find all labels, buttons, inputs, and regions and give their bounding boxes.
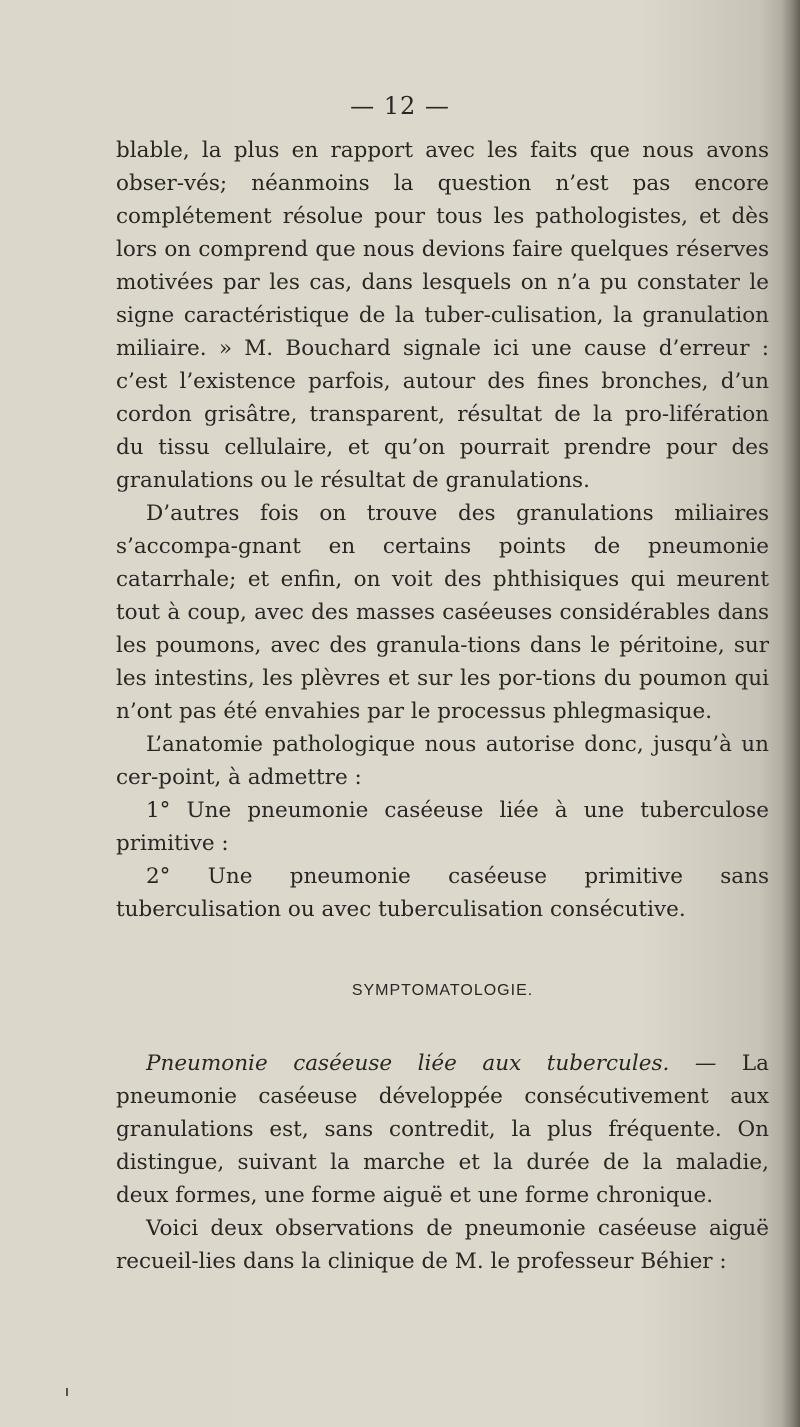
paragraph-4 — [116, 1047, 769, 1212]
paragraph-4-rest: — La pneumonie caséeuse développée consécutivement aux granulations est, sans contredit, la plus fréquente. On distingue, suivant la marche et la durée de la maladie, deux formes, une forme aiguë et une forme chronique. — [116, 1051, 770, 1208]
page-number: — 12 — — [350, 92, 450, 120]
section-title: SYMPTOMATOLOGIE. — [351, 982, 534, 999]
paragraph-5: Voici deux observations de pneumonie caséeuse aiguë recueil-lies dans la clinique de M. le professeur Béhier : — [116, 1216, 769, 1274]
list-item-2: 2° Une pneumonie caséeuse primitive sans tuberculisation ou avec tuberculisation consécutive. — [116, 864, 769, 922]
paragraph-3: L’anatomie pathologique nous autorise donc, jusqu’à un cer-point, à admettre : — [116, 732, 769, 790]
paragraph-1: blable, la plus en rapport avec les faits que nous avons obser-vés; néanmoins la question n’est pas encore complétement résolue pour tous les pathologistes, et dès lors on comprend que nous devions faire quelques réserves motivées par les cas, dans lesquels on n’a pu constater le signe caractéristique de la tuber-culisation, la granulation miliaire. » M. Bouchard signale ici une cause d’erreur : c’est l’existence parfois, autour des fines bronches, d’un cordon grisâtre, transparent, résultat de la pro-lifération du tissu cellulaire, et qu’on pourrait prendre pour des granulations ou le résultat de granulations. — [116, 138, 769, 493]
body-text — [116, 134, 769, 1278]
paragraph-4-lead: Pneumonie caséeuse liée aux tubercules. — [146, 1051, 670, 1076]
paragraph-2: D’autres fois on trouve des granulations miliaires s’accompa-gnant en certains points de pneumonie catarrhale; et enfin, on voit des phthisiques qui meurent tout à coup, avec des masses caséeuses considérables dans les poumons, avec des granula-tions dans le péritoine, sur les intestins, les plèvres et sur les por-tions du poumon qui n’ont pas été envahies par le processus phlegmasique. — [116, 501, 769, 724]
margin-mark — [66, 1388, 68, 1396]
page-edge-shadow — [782, 0, 800, 1427]
list-item-1: 1° Une pneumonie caséeuse liée à une tuberculose primitive : — [116, 798, 769, 856]
